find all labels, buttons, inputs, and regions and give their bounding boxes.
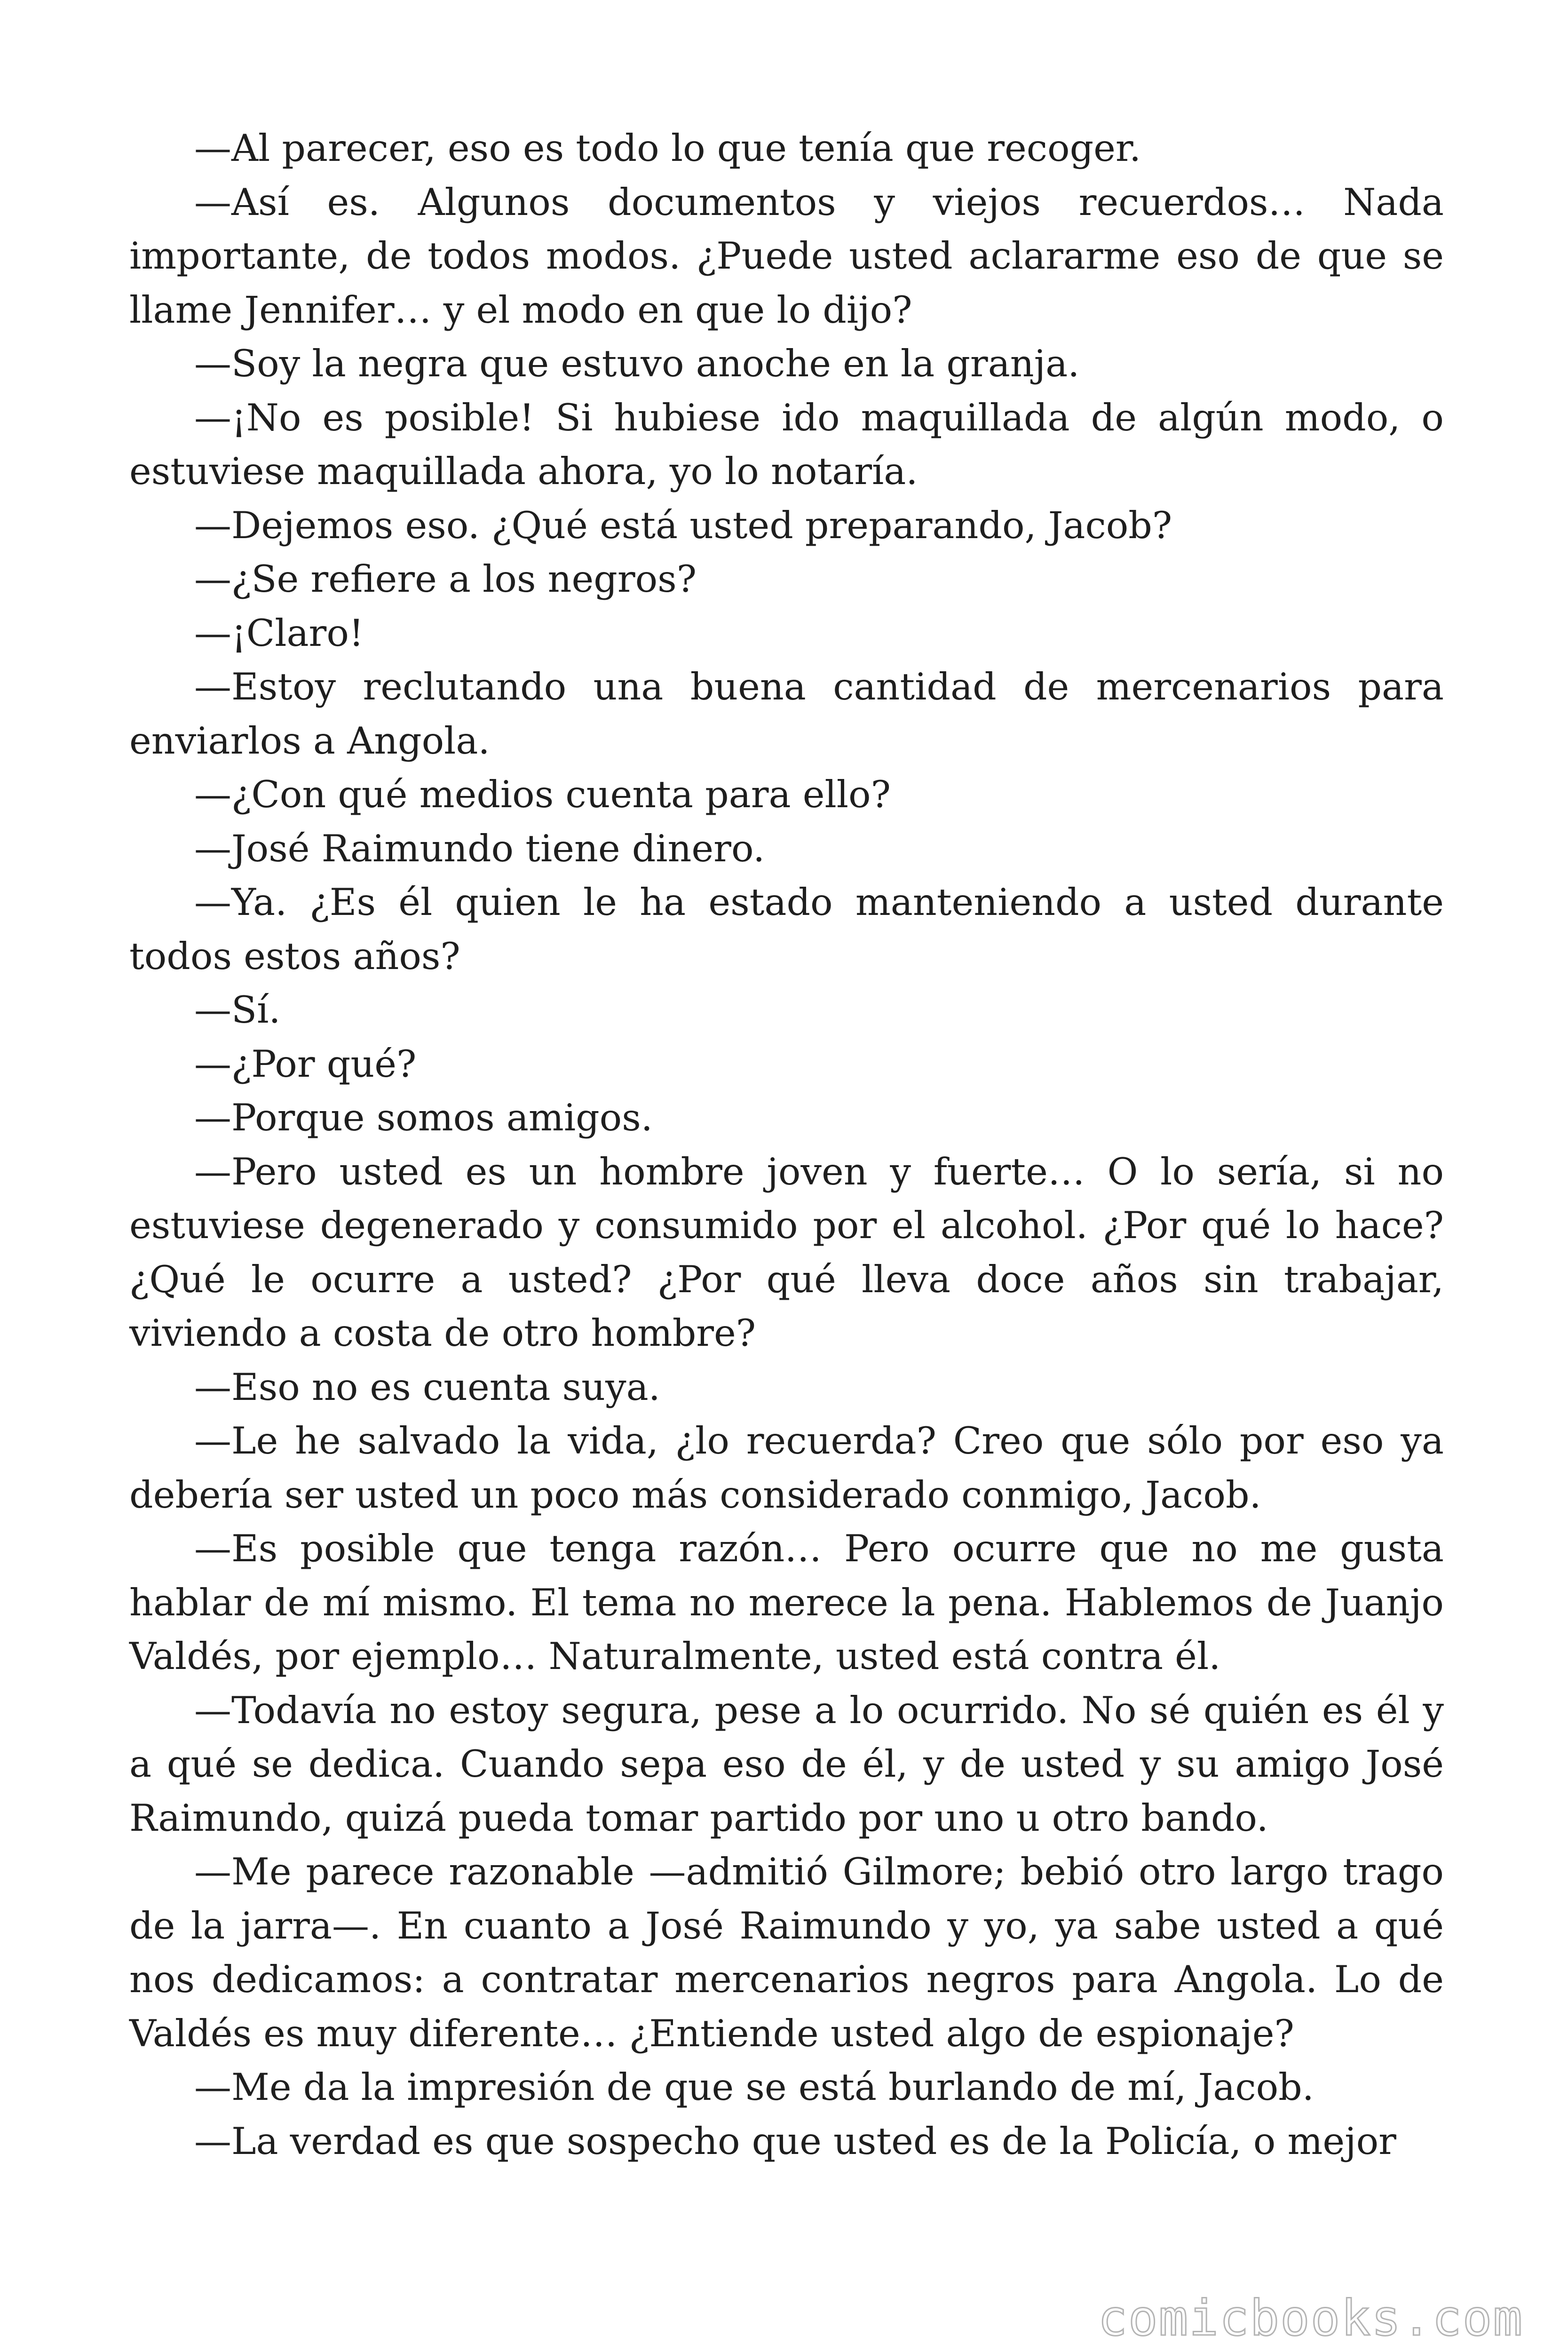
- paragraph: —Pero usted es un hombre joven y fuerte… O lo sería, si no estuviese degenerado y consumido por el alcohol. ¿Por qué lo hace? ¿Qué le ocurre a usted? ¿Por qué lleva doce años sin trabajar, viviendo a costa de otro hombre?: [129, 1150, 1444, 1355]
- paragraph: —La verdad es que sospecho que usted es de la Policía, o mejor: [194, 2119, 1396, 2163]
- paragraph: —¡No es posible! Si hubiese ido maquillada de algún modo, o estuviese maquillada ahora, yo lo notaría.: [129, 396, 1444, 493]
- paragraph: —Es posible que tenga razón… Pero ocurre que no me gusta hablar de mí mismo. El tema no merece la pena. Hablemos de Juanjo Valdés, por ejemplo… Naturalmente, usted está contra él.: [129, 1527, 1444, 1678]
- paragraph: —Le he salvado la vida, ¿lo recuerda? Creo que sólo por eso ya debería ser usted un poco más considerado conmigo, Jacob.: [129, 1419, 1444, 1517]
- watermark: comicbooks.com: [1098, 2289, 1523, 2347]
- paragraph: —Todavía no estoy segura, pese a lo ocurrido. No sé quién es él y a qué se dedica. Cuando sepa eso de él, y de usted y su amigo José Raimundo, quizá pueda tomar partido por uno u otro bando.: [129, 1688, 1444, 1840]
- paragraph: —Ya. ¿Es él quien le ha estado manteniendo a usted durante todos estos años?: [129, 881, 1444, 978]
- paragraph: —Soy la negra que estuvo anoche en la granja.: [194, 342, 1080, 385]
- paragraph: —Me parece razonable —admitió Gilmore; bebió otro largo trago de la jarra—. En cuanto a José Raimundo y yo, ya sabe usted a qué nos dedicamos: a contratar mercenarios negros para Angola. Lo de Valdés es muy diferente… ¿Entiende usted algo de espionaje?: [129, 1850, 1444, 2055]
- paragraph: —José Raimundo tiene dinero.: [194, 826, 765, 870]
- paragraph: —¿Se refiere a los negros?: [194, 557, 697, 601]
- paragraph: —¿Por qué?: [194, 1042, 417, 1086]
- paragraph: —Sí.: [194, 988, 281, 1032]
- page-text: [129, 121, 1444, 2168]
- paragraph: —Dejemos eso. ¿Qué está usted preparando, Jacob?: [194, 503, 1172, 547]
- paragraph: —Me da la impresión de que se está burlando de mí, Jacob.: [194, 2066, 1314, 2109]
- paragraph: —¡Claro!: [194, 611, 364, 655]
- paragraph: —Al parecer, eso es todo lo que tenía que recoger.: [194, 127, 1141, 170]
- paragraph: —Estoy reclutando una buena cantidad de mercenarios para enviarlos a Angola.: [129, 665, 1444, 763]
- paragraph: —Eso no es cuenta suya.: [194, 1365, 660, 1409]
- paragraph: —¿Con qué medios cuenta para ello?: [194, 773, 891, 816]
- paragraph: —Así es. Algunos documentos y viejos recuerdos… Nada importante, de todos modos. ¿Puede usted aclararme eso de que se llame Jennifer… y el modo en que lo dijo?: [129, 180, 1444, 332]
- paragraph: —Porque somos amigos.: [194, 1096, 653, 1139]
